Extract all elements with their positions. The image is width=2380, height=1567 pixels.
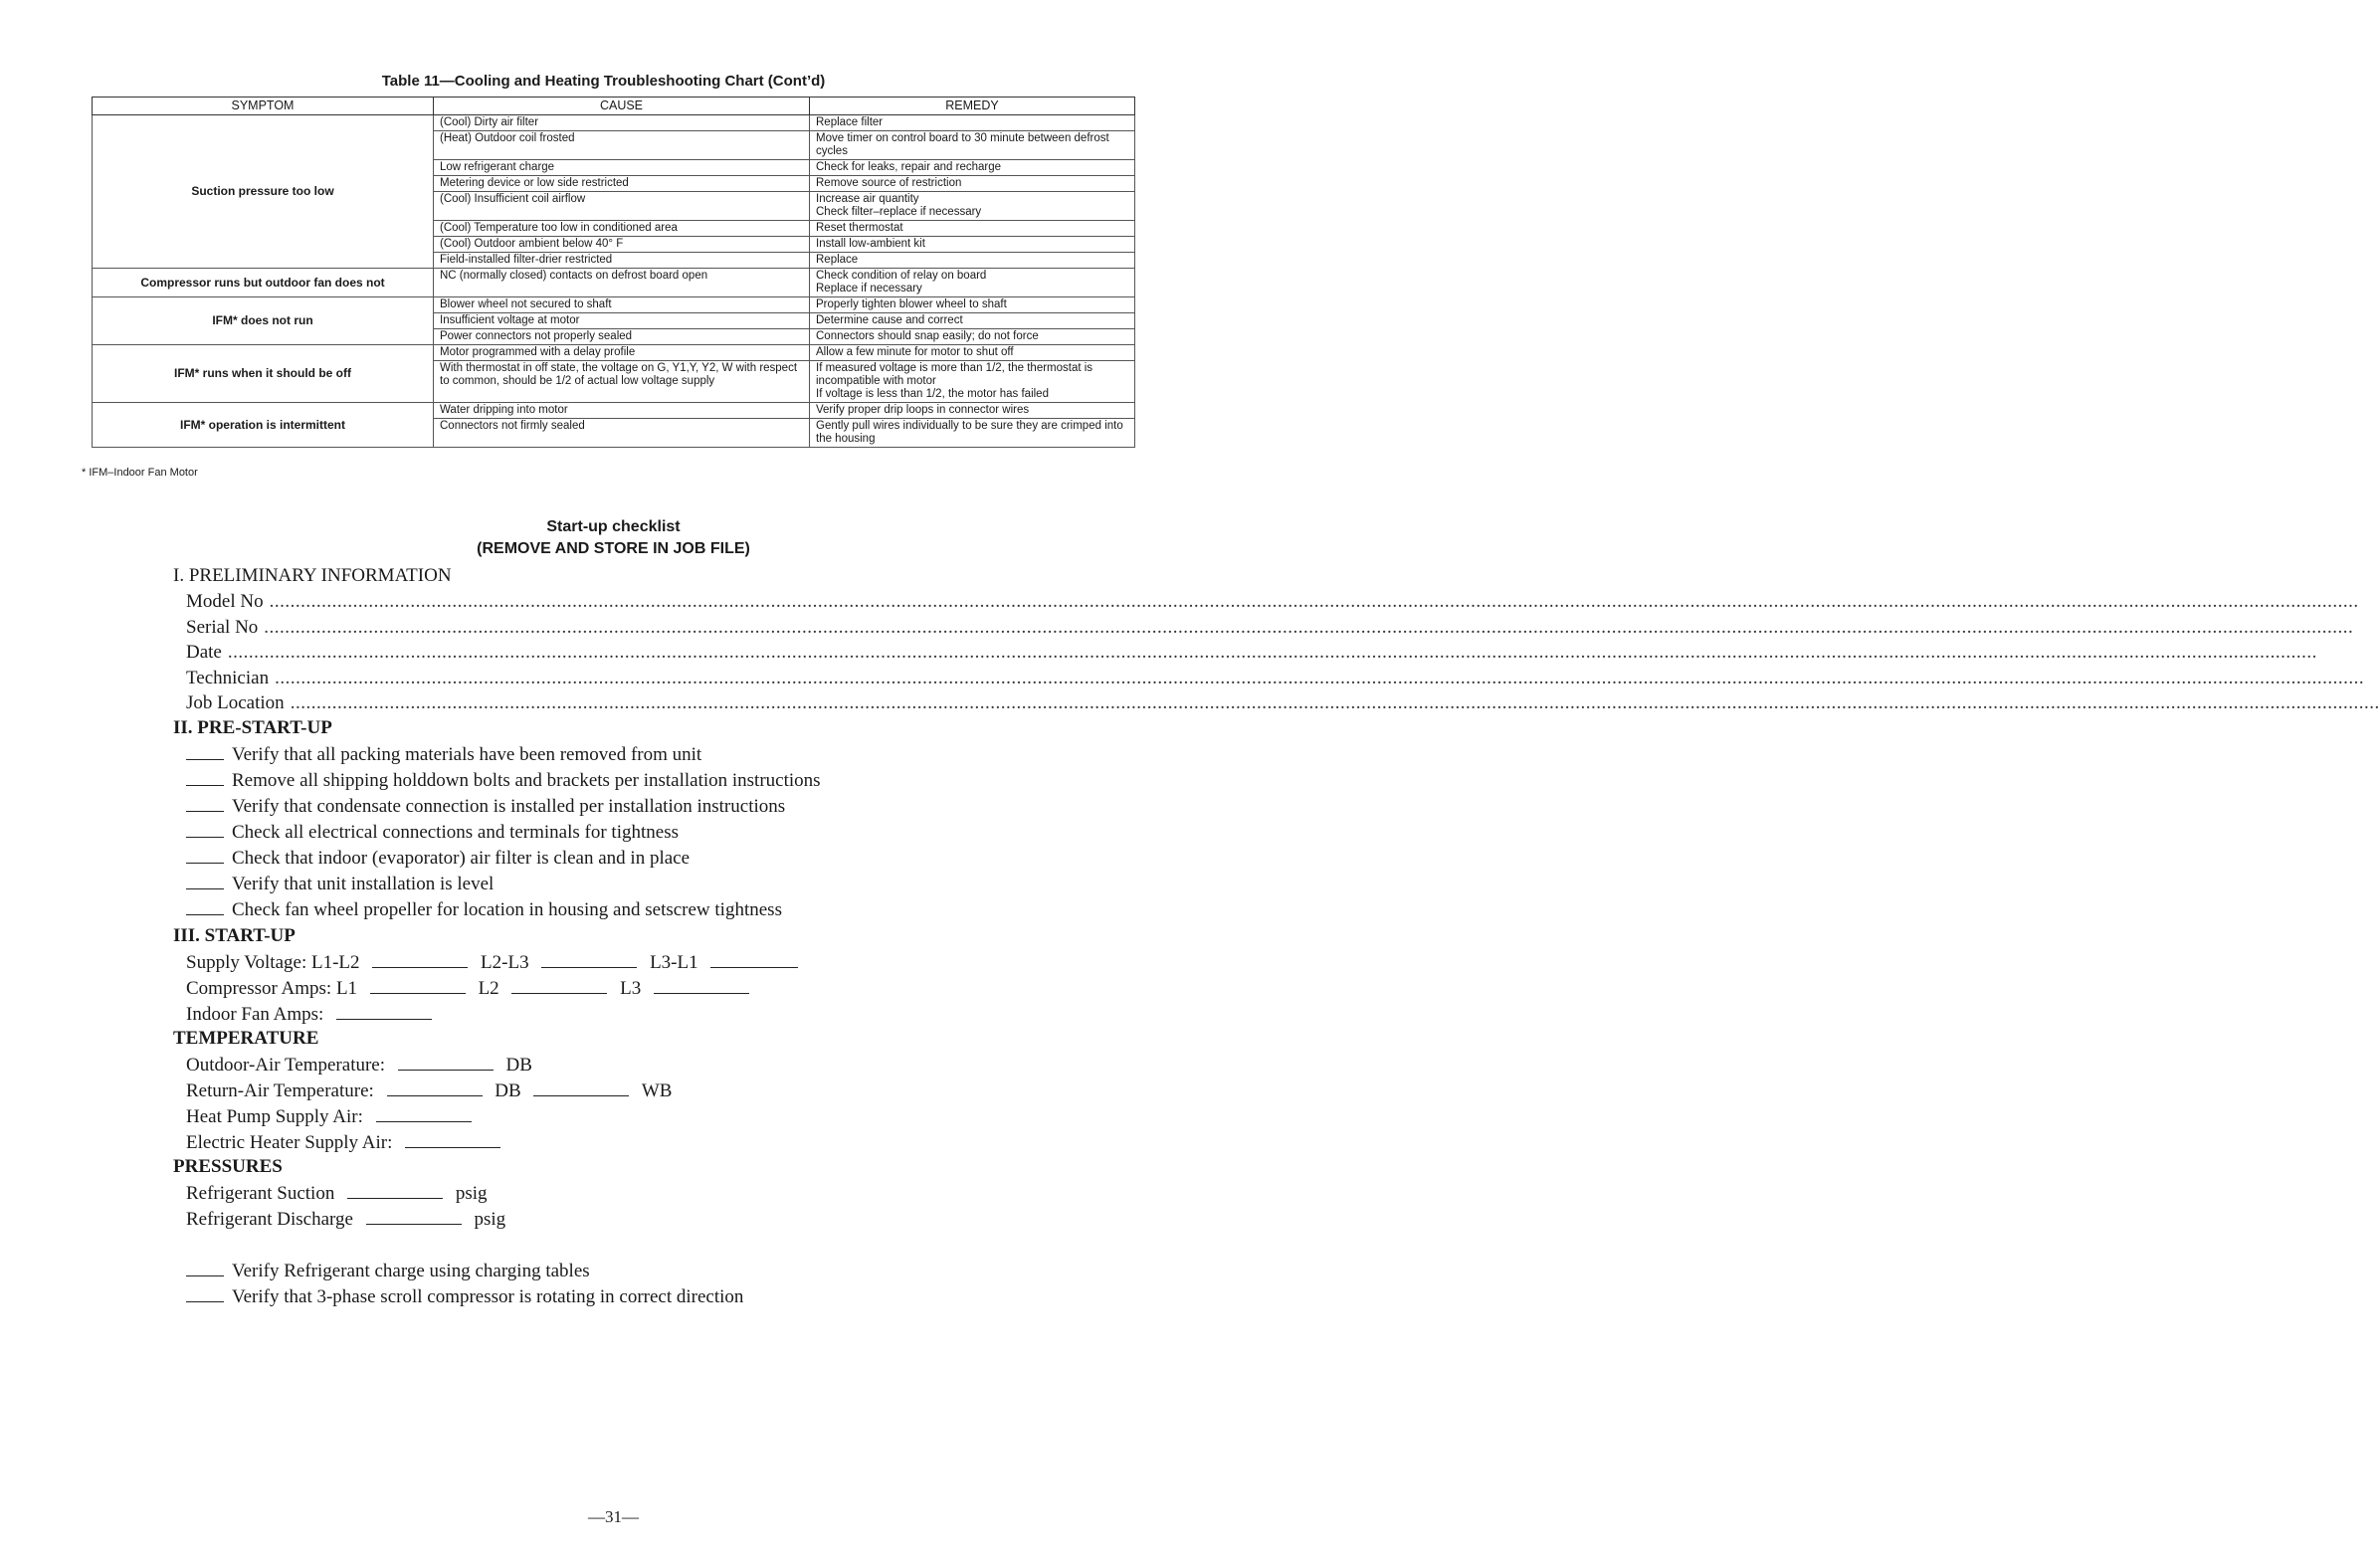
preliminary-field-row (186, 591, 2359, 613)
return-air-row (186, 1079, 672, 1102)
section3-heading: III. START-UP (173, 925, 296, 946)
preliminary-field-blank[interactable]: ................................................................................................................................................................................................................................................................................................................................................................................................................ (275, 667, 2365, 688)
outdoor-air-label: Outdoor-Air Temperature: (186, 1055, 386, 1076)
checklist-item-text: Verify that condensate connection is installed per installation instructions (232, 796, 786, 817)
checklist-item-text: Verify that all packing materials have been removed from unit (232, 744, 702, 765)
checklist-checkbox-line[interactable] (186, 821, 224, 838)
l2-label: L2 (478, 978, 499, 999)
preliminary-field-row (186, 667, 2365, 689)
remedy-cell: Reset thermostat (810, 221, 1135, 237)
checklist-subtitle: (REMOVE AND STORE IN JOB FILE) (477, 540, 750, 557)
table-title: Table 11—Cooling and Heating Troubleshooting Chart (Cont’d) (381, 73, 826, 90)
supply-voltage-l2l3-blank[interactable] (541, 951, 637, 968)
checklist-checkbox-line[interactable] (186, 795, 224, 812)
preliminary-field-blank[interactable]: ................................................................................................................................................................................................................................................................................................................................................................................................................ (269, 591, 2359, 612)
checklist-item-text: Verify that 3-phase scroll compressor is rotating in correct direction (232, 1286, 744, 1307)
supply-voltage-l3l1-blank[interactable] (710, 951, 798, 968)
cause-cell: Connectors not firmly sealed (434, 419, 810, 448)
temperature-heading: TEMPERATURE (173, 1028, 319, 1049)
suction-blank[interactable] (347, 1182, 443, 1199)
indoor-fan-amps-blank[interactable] (336, 1003, 432, 1020)
checklist-item (186, 898, 782, 921)
indoor-fan-amps-label: Indoor Fan Amps: (186, 1004, 324, 1025)
cause-cell: (Heat) Outdoor coil frosted (434, 131, 810, 160)
supply-voltage-l1l2-blank[interactable] (372, 951, 468, 968)
checklist-item-text: Check fan wheel propeller for location in housing and setscrew tightness (232, 899, 782, 920)
preliminary-field-row (186, 616, 2354, 639)
page-number: —31— (588, 1507, 639, 1526)
checklist-item (186, 847, 690, 870)
compressor-l1-blank[interactable] (370, 977, 466, 994)
remedy-cell: Increase air quantity Check filter–replace if necessary (810, 192, 1135, 221)
remedy-cell: Replace (810, 253, 1135, 269)
checklist-checkbox-line[interactable] (186, 1285, 224, 1302)
symptom-cell: Suction pressure too low (93, 115, 434, 269)
cause-cell: Insufficient voltage at motor (434, 313, 810, 329)
preliminary-field-label: Model No (186, 591, 264, 612)
preliminary-field-blank[interactable]: ................................................................................................................................................................................................................................................................................................................................................................................................................ (290, 692, 2380, 713)
symptom-cell: IFM* runs when it should be off (93, 345, 434, 403)
checklist-item-text: Check all electrical connections and terminals for tightness (232, 822, 679, 843)
discharge-label: Refrigerant Discharge (186, 1209, 353, 1230)
header-cause: CAUSE (434, 98, 810, 115)
table-body (93, 115, 1135, 448)
electric-heater-row (186, 1131, 508, 1154)
l2l3-label: L2-L3 (481, 952, 529, 973)
remedy-cell: Replace filter (810, 115, 1135, 131)
heat-pump-label: Heat Pump Supply Air: (186, 1106, 363, 1127)
remedy-cell: If measured voltage is more than 1/2, the thermostat is incompatible with motor If voltage is less than 1/2, the motor has failed (810, 361, 1135, 403)
remedy-cell: Install low-ambient kit (810, 237, 1135, 253)
outdoor-air-row (186, 1054, 532, 1077)
checklist-item (186, 795, 785, 818)
checklist-item-text: Check that indoor (evaporator) air filter is clean and in place (232, 848, 691, 869)
cause-cell: (Cool) Outdoor ambient below 40° F (434, 237, 810, 253)
cause-cell: Water dripping into motor (434, 403, 810, 419)
section1-heading: I. PRELIMINARY INFORMATION (173, 565, 452, 586)
remedy-cell: Gently pull wires individually to be sure they are crimped into the housing (810, 419, 1135, 448)
return-air-label: Return-Air Temperature: (186, 1080, 374, 1101)
outdoor-air-blank[interactable] (398, 1054, 494, 1071)
remedy-cell: Allow a few minute for motor to shut off (810, 345, 1135, 361)
electric-heater-label: Electric Heater Supply Air: (186, 1132, 393, 1153)
compressor-l3-blank[interactable] (654, 977, 749, 994)
checklist-checkbox-line[interactable] (186, 743, 224, 760)
checklist-item (186, 821, 679, 844)
cause-cell: Power connectors not properly sealed (434, 329, 810, 345)
cause-cell: (Cool) Temperature too low in conditioned area (434, 221, 810, 237)
checklist-item (186, 1260, 590, 1282)
preliminary-field-label: Date (186, 642, 222, 663)
remedy-cell: Move timer on control board to 30 minute between defrost cycles (810, 131, 1135, 160)
checklist-checkbox-line[interactable] (186, 873, 224, 889)
suction-row (186, 1182, 488, 1205)
checklist-item (186, 873, 494, 895)
indoor-fan-amps-row (186, 1003, 440, 1026)
table-row (93, 269, 1135, 297)
table-row (93, 115, 1135, 131)
remedy-cell: Connectors should snap easily; do not force (810, 329, 1135, 345)
preliminary-field-row (186, 642, 2317, 664)
table-row (93, 403, 1135, 419)
outdoor-db-label: DB (505, 1055, 532, 1076)
return-db-label: DB (495, 1080, 521, 1101)
header-symptom: SYMPTOM (93, 98, 434, 115)
checklist-checkbox-line[interactable] (186, 898, 224, 915)
supply-voltage-row (186, 951, 806, 974)
symptom-cell: Compressor runs but outdoor fan does not (93, 269, 434, 297)
remedy-cell: Determine cause and correct (810, 313, 1135, 329)
cause-cell: Motor programmed with a delay profile (434, 345, 810, 361)
compressor-amps-label: Compressor Amps: L1 (186, 978, 358, 999)
cause-cell: NC (normally closed) contacts on defrost board open (434, 269, 810, 297)
checklist-item-text: Remove all shipping holddown bolts and brackets per installation instructions (232, 770, 821, 791)
discharge-unit: psig (474, 1209, 506, 1230)
remedy-cell: Verify proper drip loops in connector wires (810, 403, 1135, 419)
cause-cell: Low refrigerant charge (434, 160, 810, 176)
preliminary-field-label: Job Location (186, 692, 285, 713)
remedy-cell: Remove source of restriction (810, 176, 1135, 192)
remedy-cell: Check condition of relay on board Replace if necessary (810, 269, 1135, 297)
table-row (93, 345, 1135, 361)
table-header-row (93, 98, 1135, 115)
l3-label: L3 (620, 978, 642, 999)
section2-heading: II. PRE-START-UP (173, 717, 332, 738)
compressor-amps-row (186, 977, 757, 1000)
checklist-title: Start-up checklist (546, 518, 681, 535)
checklist-title-block (0, 516, 1227, 560)
cause-cell: Metering device or low side restricted (434, 176, 810, 192)
checklist-checkbox-line[interactable] (186, 847, 224, 864)
checklist-item (186, 1285, 743, 1308)
troubleshooting-table (92, 97, 1135, 448)
suction-unit: psig (455, 1183, 488, 1204)
cause-cell: (Cool) Insufficient coil airflow (434, 192, 810, 221)
discharge-blank[interactable] (366, 1208, 462, 1225)
supply-voltage-label: Supply Voltage: L1-L2 (186, 952, 360, 973)
pressures-heading: PRESSURES (173, 1156, 283, 1177)
header-remedy: REMEDY (810, 98, 1135, 115)
l3l1-label: L3-L1 (650, 952, 698, 973)
return-wb-label: WB (641, 1080, 673, 1101)
checklist-item-text: Verify that unit installation is level (232, 874, 495, 894)
preliminary-field-row (186, 692, 2380, 714)
cause-cell: Field-installed filter-drier restricted (434, 253, 810, 269)
heat-pump-row (186, 1105, 480, 1128)
cause-cell: Blower wheel not secured to shaft (434, 297, 810, 313)
symptom-cell: IFM* does not run (93, 297, 434, 345)
cause-cell: With thermostat in off state, the voltage on G, Y1,Y, Y2, W with respect to common, should be 1/2 of actual low voltage supply (434, 361, 810, 403)
return-air-wb-blank[interactable] (533, 1079, 629, 1096)
symptom-cell: IFM* operation is intermittent (93, 403, 434, 448)
checklist-item (186, 743, 701, 766)
preliminary-field-label: Technician (186, 667, 270, 688)
heat-pump-blank[interactable] (376, 1105, 472, 1122)
discharge-row (186, 1208, 505, 1231)
preliminary-field-blank[interactable]: ................................................................................................................................................................................................................................................................................................................................................................................................................ (227, 642, 2317, 663)
table-row (93, 297, 1135, 313)
compressor-l2-blank[interactable] (511, 977, 607, 994)
checklist-item-text: Verify Refrigerant charge using charging tables (232, 1261, 590, 1281)
suction-label: Refrigerant Suction (186, 1183, 335, 1204)
cause-cell: (Cool) Dirty air filter (434, 115, 810, 131)
return-air-db-blank[interactable] (387, 1079, 483, 1096)
table-footnote: * IFM–Indoor Fan Motor (82, 467, 198, 479)
remedy-cell: Properly tighten blower wheel to shaft (810, 297, 1135, 313)
remedy-cell: Check for leaks, repair and recharge (810, 160, 1135, 176)
checklist-checkbox-line[interactable] (186, 769, 224, 786)
preliminary-field-blank[interactable]: ................................................................................................................................................................................................................................................................................................................................................................................................................ (264, 616, 2354, 638)
electric-heater-blank[interactable] (405, 1131, 500, 1148)
checklist-item (186, 769, 821, 792)
preliminary-field-label: Serial No (186, 616, 259, 638)
checklist-checkbox-line[interactable] (186, 1260, 224, 1276)
